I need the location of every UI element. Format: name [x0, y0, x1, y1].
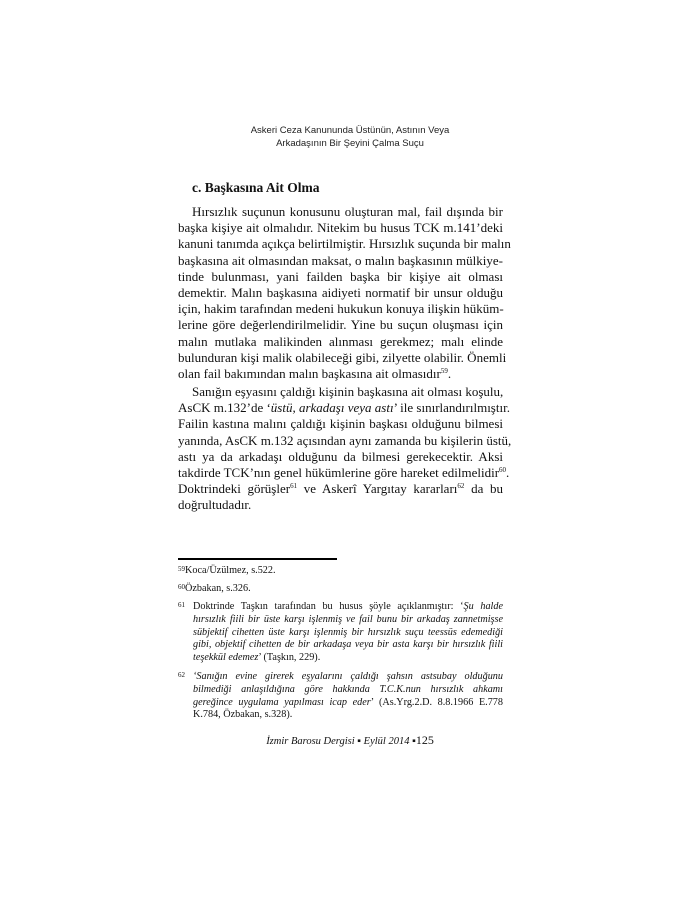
italic-text: gereğince uygulama yapılması icap eder — [193, 696, 371, 708]
footer-separator: ▪ — [357, 736, 362, 747]
text: Özbakan, s.326. — [185, 583, 251, 594]
text: . — [447, 365, 452, 381]
text: Koca/Üzülmez, s.522. — [185, 565, 276, 576]
text: K.784, Özbakan, s.328). — [193, 709, 293, 721]
text-line — [178, 269, 503, 285]
page-footer — [0, 733, 700, 748]
text: ve Askerî Yargıtay kararları — [297, 481, 458, 497]
footnote-number: 62 — [178, 671, 185, 679]
footnote-reference: 62 — [457, 482, 465, 491]
text-line — [178, 236, 511, 252]
footnote-59 — [178, 565, 503, 578]
text-line — [178, 349, 507, 366]
text: da bu — [464, 481, 503, 497]
text-line — [185, 583, 495, 596]
text-line — [193, 697, 503, 710]
footnote-number: 59 — [178, 565, 185, 573]
italic-text: üstü, arkadaşı veya astı — [270, 400, 394, 416]
text-line — [178, 481, 503, 497]
running-header-line-1: Askeri Ceza Kanununda Üstünün, Astının Veya — [250, 125, 450, 136]
text-line — [178, 449, 503, 465]
text: başka kişiye ait olmalıdır. Nitekim bu husus TCK m.141’deki — [178, 220, 503, 236]
text: AsCK m.132’de ‘ — [178, 400, 271, 416]
footnote-reference: 59 — [440, 366, 448, 375]
text: Hırsızlık suçunun konusunu oluşturan mal, fail dışında bir — [192, 204, 503, 219]
text: tinde bulunması, yani failden başka bir kişiye ait olması — [178, 268, 503, 284]
text: takdirde TCK’nın genel hükümlerine göre hareket edilmelidir — [178, 464, 500, 480]
footnote-reference: 60 — [499, 465, 507, 474]
text: olan fail bakımından malın başkasına ait olmasıdır — [178, 365, 441, 381]
italic-text: sübjektif cihetten üste karşı işlenmiş bir hırsızlık suçu teessüs edemediği — [193, 626, 503, 638]
text: lerine göre değerlendirilmelidir. Yine bu suçun oluşması için — [178, 317, 503, 333]
italic-text: hırsızlık fiili bir üste karşı işlenmiş ve fail bunu bir arkadaş zannetmişse — [193, 613, 503, 625]
paragraph-2 — [178, 384, 512, 514]
text-line — [193, 627, 503, 640]
text-line — [178, 416, 503, 432]
text-line — [178, 432, 512, 449]
text-line — [178, 384, 503, 400]
running-header-line-2: Arkadaşının Bir Şeyini Çalma Suçu — [276, 138, 424, 149]
footer-separator: ▪ — [412, 736, 416, 747]
text-line — [178, 334, 503, 350]
text: ’ (As.Yrg.2.D. 8.8.1966 E.778 — [370, 696, 503, 708]
footnote-60 — [178, 583, 503, 596]
paragraph-1 — [178, 204, 511, 382]
journal-issue: Eylül 2014 — [363, 736, 410, 747]
footnote-number: 61 — [178, 601, 185, 609]
text-line — [178, 464, 510, 481]
footnote-text — [193, 601, 503, 665]
text: demektir. Malın başkasına aidiyeti normatif bir unsur olduğu — [178, 284, 503, 300]
text-line — [178, 220, 503, 236]
footnote-reference: 61 — [290, 482, 298, 491]
text-line — [193, 709, 503, 722]
text: Sanığın eşyasını çaldığı kişinin başkasına ait olması koşulu, — [192, 384, 504, 399]
text-line — [178, 317, 503, 333]
text: Failin kastına malını çaldığı kişinin başkası olduğunu bilmesi — [178, 416, 503, 432]
footnote-text — [185, 565, 495, 578]
italic-text: Şu halde — [463, 601, 503, 612]
text: ’ ile sınırlandırılmıştır. — [393, 400, 510, 416]
text: başkasına ait olmasından maksat, o malın başkasının mülkiye- — [178, 252, 503, 268]
italic-text: bilmediği anlaşıldığına göre hakkında T.C.K.nun hırsızlık ahkamı — [193, 683, 503, 695]
text-line — [193, 614, 503, 627]
footnote-number: 60 — [178, 583, 185, 591]
text-line — [193, 652, 503, 665]
text-line — [185, 565, 495, 578]
page-number: 125 — [415, 733, 434, 747]
section-title: c. Başkasına Ait Olma — [192, 180, 320, 195]
text: . — [506, 464, 510, 480]
text-line — [193, 639, 503, 652]
text: Doktrinde Taşkın tarafından bu husus şöyle açıklanmıştır: ‘ — [193, 601, 464, 612]
footnote-text — [193, 671, 503, 722]
text-line — [178, 366, 503, 382]
journal-name: İzmir Barosu Dergisi — [266, 736, 355, 747]
text: kanuni tanımda açıkça belirtilmiştir. Hırsızlık suçunda bir malın — [178, 236, 511, 252]
text: astı ya da arkadaşı olduğunu da bilmesi gerekecektir. Aksi — [178, 448, 503, 464]
italic-text: teşekkül edemez — [193, 652, 259, 664]
text-line — [193, 601, 503, 614]
footnote-62 — [178, 671, 503, 722]
footnote-divider — [178, 558, 337, 560]
text: yanında, AsCK m.132 açısından aynı zamanda bu kişilerin üstü, — [178, 432, 512, 448]
text-line — [178, 400, 510, 416]
text-line — [193, 671, 503, 684]
text: malın mutlaka malikinden alınması gerekmez; malı elinde — [178, 333, 503, 349]
text-line — [193, 684, 503, 697]
text-line — [178, 285, 503, 301]
text-line — [178, 253, 503, 269]
text: bulunduran kişi malik olabileceği gibi, zilyette olabilir. Önemli — [178, 349, 507, 365]
italic-text: gibi, objektif cihetten de bir arkadaşa veya bir asta karşı bir hırsızlık fiili — [193, 639, 503, 651]
footnote-text — [185, 583, 495, 596]
text: ’ (Taşkın, 229). — [258, 652, 321, 664]
text: doğrultudadır. — [178, 497, 252, 513]
text-line — [178, 301, 503, 317]
text: Doktrindeki görüşler — [178, 481, 291, 497]
footnote-61 — [178, 601, 503, 665]
italic-text: ‘Sanığın evine girerek eşyalarını çaldığı şahsın astsubay olduğunu — [193, 671, 503, 682]
text: için, hakim tarafından medeni hukukun konuya ilişkin hüküm- — [178, 301, 504, 317]
text-line — [178, 497, 503, 513]
text-line — [178, 204, 503, 220]
